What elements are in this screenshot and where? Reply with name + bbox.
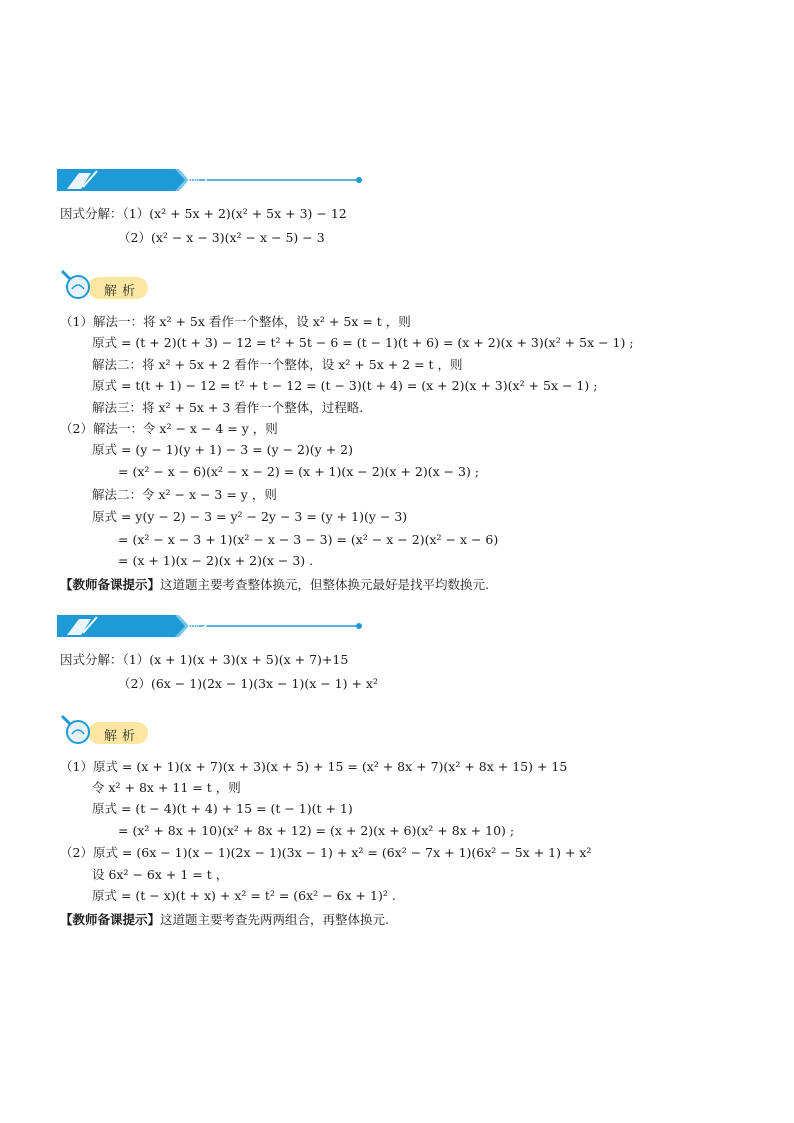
example2-solution-line: 原式 = (y − 1)(y + 1) − 3 = (y − 2)(y + 2) xyxy=(92,442,353,457)
example3-banner xyxy=(57,613,367,639)
example3-label: 例3 xyxy=(187,621,209,636)
example2-solution-line: （1）解法一：将 x² + 5x 看作一个整体，设 x² + 5x = t ，则 xyxy=(60,314,411,329)
example3-problem-1: 因式分解：（1）(x + 1)(x + 3)(x + 5)(x + 7)+15 xyxy=(60,652,349,667)
example3-solution-line: 令 x² + 8x + 11 = t ，则 xyxy=(92,780,241,795)
example-banner-graphic xyxy=(57,613,367,639)
example2-solution-line: = (x² − x − 6)(x² − x − 2) = (x + 1)(x − 2)(x + 2)(x − 3) ; xyxy=(118,464,480,479)
example2-problem-2: （2）(x² − x − 3)(x² − x − 5) − 3 xyxy=(118,230,325,245)
example2-solution-line: 原式 = t(t + 1) − 12 = t² + t − 12 = (t − 3)(t + 4) = (x + 2)(x + 3)(x² + 5x − 1) ; xyxy=(92,378,598,393)
example3-solution-line: （1）原式 = (x + 1)(x + 7)(x + 3)(x + 5) + 15 = (x² + 8x + 7)(x² + 8x + 15) + 15 xyxy=(60,759,568,774)
example2-jiexi-badge xyxy=(60,267,156,301)
example3-solution-line: = (x² + 8x + 10)(x² + 8x + 12) = (x + 2)(x + 6)(x² + 8x + 10) ; xyxy=(118,823,515,838)
example2-teacher-tip xyxy=(60,577,489,593)
example2-solution-line: = (x + 1)(x − 2)(x + 2)(x − 3) . xyxy=(118,553,314,568)
example2-solution-line: 解法二：令 x² − x − 3 = y ，则 xyxy=(92,487,277,502)
example3-solution-line: （2）原式 = (6x − 1)(x − 1)(2x − 1)(3x − 1) + x² = (6x² − 7x + 1)(6x² − 5x + 1) + x² xyxy=(60,845,592,860)
example-banner-graphic xyxy=(57,167,367,193)
example2-label: 例2 xyxy=(187,175,209,190)
example2-solution-line: 解法二：将 x² + 5x + 2 看作一个整体，设 x² + 5x + 2 = t ，则 xyxy=(92,357,463,372)
magnifier-icon xyxy=(60,267,94,301)
example2-solution-line: （2）解法一：令 x² − x − 4 = y ，则 xyxy=(60,421,278,436)
example3-solution-line: 原式 = (t − x)(t + x) + x² = t² = (6x² − 6x + 1)² . xyxy=(92,888,396,903)
teacher-tip-lead: 【教师备课提示】 xyxy=(60,912,161,927)
teacher-tip-text: 这道题主要考查先两两组合，再整体换元. xyxy=(160,912,389,927)
example3-teacher-tip xyxy=(60,912,389,928)
magnifier-icon xyxy=(60,712,94,746)
example2-solution-line: 原式 = y(y − 2) − 3 = y² − 2y − 3 = (y + 1)(y − 3) xyxy=(92,509,408,524)
teacher-tip-text: 这道题主要考查整体换元，但整体换元最好是找平均数换元. xyxy=(160,577,489,592)
example2-problem-1: 因式分解：（1）(x² + 5x + 2)(x² + 5x + 3) − 12 xyxy=(60,206,347,221)
example3-problem-2: （2）(6x − 1)(2x − 1)(3x − 1)(x − 1) + x² xyxy=(118,676,378,691)
example3-solution-line: 原式 = (t − 4)(t + 4) + 15 = (t − 1)(t + 1) xyxy=(92,801,353,816)
example2-banner xyxy=(57,167,367,193)
example3-solution-line: 设 6x² − 6x + 1 = t ， xyxy=(92,867,229,882)
example2-solution-line: 原式 = (t + 2)(t + 3) − 12 = t² + 5t − 6 = (t − 1)(t + 6) = (x + 2)(x + 3)(x² + 5x − 1) ; xyxy=(92,335,634,350)
example2-solution-line: = (x² − x − 3 + 1)(x² − x − 3 − 3) = (x² − x − 2)(x² − x − 6) xyxy=(118,532,499,547)
example2-jiexi-label: 解析 xyxy=(104,284,141,299)
example3-jiexi-label: 解析 xyxy=(104,729,141,744)
teacher-tip-lead: 【教师备课提示】 xyxy=(60,577,161,592)
example3-jiexi-badge xyxy=(60,712,156,746)
example2-solution-line: 解法三：将 x² + 5x + 3 看作一个整体，过程略. xyxy=(92,400,364,415)
